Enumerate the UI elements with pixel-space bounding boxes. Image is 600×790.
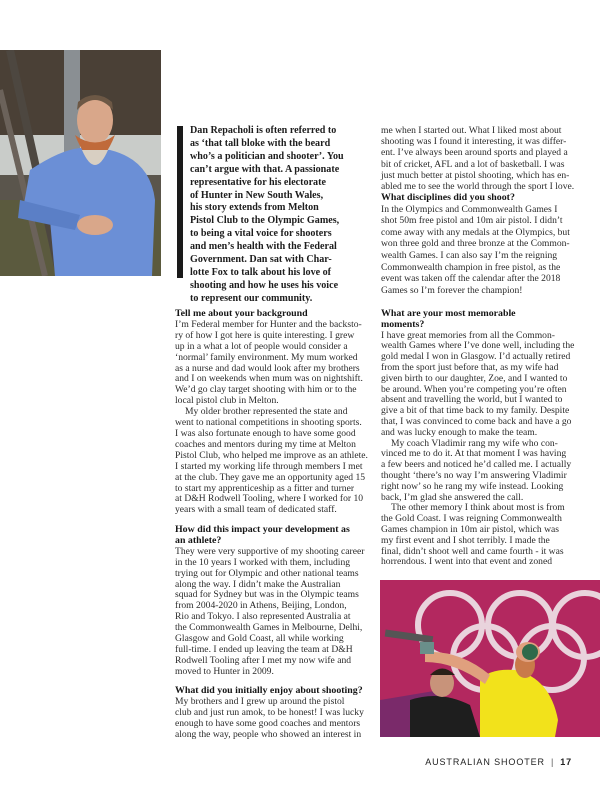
body-text-line: just much better at pistol shooting, which has en- xyxy=(381,169,570,181)
intro-line: Dan Repacholi is often referred to xyxy=(190,125,337,136)
section-heading-line: What are your most memorable xyxy=(381,308,516,319)
section-heading-line: What disciplines did you shoot? xyxy=(381,192,515,203)
body-text-line: I’m Federal member for Hunter and the backsto- xyxy=(175,318,362,330)
body-text-line: absent and travelling the world, but I wanted to xyxy=(381,394,563,406)
body-text-line: at D&H Rodwell Tooling, where I worked for 10 xyxy=(175,493,364,505)
intro-line: representative for his electorate xyxy=(190,176,326,188)
body-text-line: shooting was I found it interesting, it was differ- xyxy=(381,136,567,148)
body-text-line: a few beers and noticed he’d called me. I actually xyxy=(381,459,572,471)
body-text-line: gold medal I won in Glasgow. I’d actually retired xyxy=(381,351,571,363)
body-text-line: squad for Sydney but was in the Olympic teams xyxy=(175,589,359,601)
body-text-line: and was lucky enough to make the team. xyxy=(381,426,538,438)
body-text-line: back, I’m glad she answered the call. xyxy=(381,491,524,503)
body-text-line: In the Olympics and Commonwealth Games I xyxy=(381,203,558,215)
body-text-line: ‘normal’ family environment. My mum worked xyxy=(175,351,358,363)
body-text-line: right now’ so he rang my wife instead. Looking xyxy=(381,480,564,492)
olympic-shooting-photo xyxy=(380,580,600,737)
body-text-line: in the 10 years I worked with them, including xyxy=(175,556,351,568)
intro-line: to represent our community. xyxy=(190,292,313,304)
section-heading-line: an athlete? xyxy=(175,534,222,546)
page-number: 17 xyxy=(560,757,572,767)
body-text-line: My brothers and I grew up around the pistol xyxy=(175,695,345,707)
body-text-line: give a bit of that time back to my family. Despite xyxy=(381,405,570,417)
portrait-photo xyxy=(0,50,161,276)
body-text-line: went to national competitions in shooting sports. xyxy=(175,417,362,429)
body-text-line: My older brother represented the state and xyxy=(185,406,348,418)
body-text-line: abled me to see the world through the sport I love. xyxy=(381,181,575,193)
intro-accent-bar xyxy=(177,126,183,278)
body-text-line: Rio and Tokyo. I also represented Australia at xyxy=(175,611,351,623)
body-text-line: given birth to our daughter, Zoe, and I wanted to xyxy=(381,372,568,384)
body-text-line: club and just run amok, to be honest! I was lucky xyxy=(175,706,364,718)
body-text-line: wealth Games where I’ve done well, including the xyxy=(381,340,575,352)
footer-separator: | xyxy=(550,757,555,767)
body-text-line: up in a what a lot of people would consider a xyxy=(175,340,348,352)
body-text-line: Commonwealth champion in free pistol, as the xyxy=(381,261,561,273)
body-text-line: Rodwell Tooling after I met my now wife and xyxy=(175,654,352,666)
article-section-development xyxy=(175,525,364,678)
intro-line: of Hunter in New South Wales, xyxy=(190,189,324,201)
body-text-line: I was also fortunate enough to have some good xyxy=(175,427,356,439)
body-text-line: me when I started out. What I liked most about xyxy=(381,125,562,136)
body-text-line: Glasgow and Gold Coast, all while working xyxy=(175,633,344,645)
intro-line: shooting and how he uses his voice xyxy=(190,279,339,291)
body-text-line: coaches and mentors during my time at Melton xyxy=(175,438,356,450)
body-text-line: bit of cricket, AFL and a lot of basketball. I was xyxy=(381,158,565,170)
body-text-line: my first event and I shot terribly. I made the xyxy=(381,534,550,546)
intro-standfirst xyxy=(190,125,344,306)
body-text-line: the Commonwealth Games in Melbourne, Delhi, xyxy=(175,622,363,634)
body-text-line: My coach Vladimir rang my wife who con- xyxy=(391,437,558,449)
body-text-line: final, didn’t shoot well and came fourth - it was xyxy=(381,545,564,557)
body-text-line: ry of how I got here is quite interesting. I grew xyxy=(175,329,355,341)
intro-line: lotte Fox to talk about his love of xyxy=(190,266,332,278)
body-text-line: Pistol Club, who helped me improve as an athlete. xyxy=(175,449,368,461)
section-heading-line: How did this impact your development as xyxy=(175,524,350,535)
body-text-line: shot 50m free pistol and 10m air pistol. I didn’t xyxy=(381,215,563,227)
body-text-line: vinced me to do it. At that moment I was having xyxy=(381,448,567,460)
body-text-line: ent. I’ve always been around sports and played a xyxy=(381,147,568,159)
intro-line: his story extends from Melton xyxy=(190,202,319,214)
intro-line: who’s a politician and shooter’. You xyxy=(190,150,344,162)
body-text-line: come away with any medals at the Olympics, but xyxy=(381,226,570,238)
body-text-line: trying out for Olympic and other national teams xyxy=(175,567,359,579)
body-text-line: event was taken off the calendar after the 2018 xyxy=(381,273,561,285)
intro-line: Pistol Club to the Olympic Games, xyxy=(190,215,340,227)
body-text-line: years with a small team of dedicated staff. xyxy=(175,504,337,516)
article-section-enjoy-shooting xyxy=(175,686,364,741)
body-text-line: moved to Hunter in 2009. xyxy=(175,665,274,677)
body-text-line: be around. When you’re competing you’re often xyxy=(381,383,567,395)
body-text-line: along the way. I didn’t make the Australian xyxy=(175,578,341,590)
section-heading-line: What did you initially enjoy about shooting? xyxy=(175,685,363,696)
intro-line: Government. Dan sat with Char- xyxy=(190,254,332,266)
body-text-line: local pistol club in Melton. xyxy=(175,395,279,407)
page-footer xyxy=(425,757,572,767)
article-section-memorable-moments xyxy=(381,309,574,568)
article-section-enjoy-continued xyxy=(381,125,574,192)
body-text-line: that, I was convinced to come back and have a go xyxy=(381,415,572,427)
article-section-background xyxy=(175,309,368,516)
body-text-line: We’d go clay target shooting with him or to the xyxy=(175,384,357,396)
article-section-disciplines xyxy=(381,192,570,296)
body-text-line: I have great memories from all the Common- xyxy=(381,329,555,341)
body-text-line: wealth Games. I can also say I’m the reigning xyxy=(381,249,558,261)
intro-line: and men’s health with the Federal xyxy=(190,241,337,253)
body-text-line: Games so I’m forever the champion! xyxy=(381,284,523,296)
body-text-line: Games champion in 10m air pistol, which was xyxy=(381,523,559,535)
body-text-line: full-time. I ended up leaving the team at D&H xyxy=(175,643,353,655)
body-text-line: from the sport just before that, as my wife had xyxy=(381,361,559,373)
body-text-line: and I on weekends when mum was on nightshift. xyxy=(175,373,363,385)
body-text-line: They were very supportive of my shooting career xyxy=(175,545,365,557)
body-text-line: enough to have some good coaches and mentors xyxy=(175,717,361,729)
publication-name: AUSTRALIAN SHOOTER xyxy=(425,757,545,767)
body-text-line: horrendous. I went into that event and zoned xyxy=(381,556,553,568)
body-text-line: as a nurse and dad would look after my brothers xyxy=(175,362,360,374)
section-heading-line: Tell me about your background xyxy=(175,308,308,319)
intro-line: to being a vital voice for shooters xyxy=(190,228,332,240)
body-text-line: won three gold and three bronze at the Common- xyxy=(381,238,570,250)
body-text-line: the Gold Coast. I was reigning Commonwealth xyxy=(381,513,562,525)
body-text-line: I started my working life through members I met xyxy=(175,460,363,472)
intro-line: can’t argue with that. A passionate xyxy=(190,163,340,175)
body-text-line: at the club. They gave me an opportunity aged 15 xyxy=(175,471,366,483)
section-heading-line: moments? xyxy=(381,318,425,330)
body-text-line: from 2004-2020 in Athens, Beijing, London, xyxy=(175,600,347,612)
body-text-line: along the way, people who showed an interest in xyxy=(175,728,362,740)
body-text-line: The other memory I think about most is from xyxy=(391,502,565,514)
body-text-line: thought ‘there’s no way I’m answering Vladimir xyxy=(381,469,567,481)
body-text-line: to start my apprenticeship as a fitter and turner xyxy=(175,482,355,494)
intro-line: as ‘that tall bloke with the beard xyxy=(190,137,331,149)
